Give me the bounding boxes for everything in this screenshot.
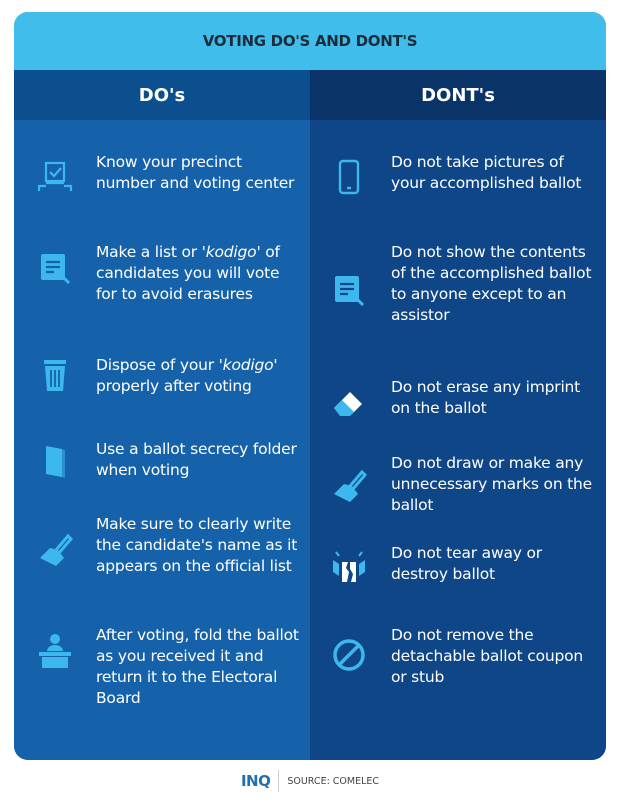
dont-item (391, 377, 596, 419)
do-item (96, 152, 301, 194)
smartphone-icon (330, 158, 368, 196)
document-show-icon (330, 272, 368, 310)
trash-bin-icon (36, 356, 74, 394)
item-text: Know your precinct number and voting center (96, 153, 295, 192)
do-item (96, 514, 301, 577)
do-item (96, 439, 301, 481)
item-text: Do not erase any imprint on the ballot (391, 378, 581, 417)
infographic-title: VOTING DO'S AND DONT'S (202, 32, 418, 50)
dont-item (391, 625, 596, 688)
dos-header: DO's (14, 70, 310, 120)
hand-writing-icon (330, 468, 368, 506)
dont-item (391, 152, 596, 194)
dont-item (391, 543, 596, 585)
footer-divider (278, 770, 279, 792)
source-text: SOURCE: COMELEC (287, 775, 380, 787)
eraser-icon (330, 382, 368, 420)
item-text: Do not show the contents of the accomplished ballot to anyone except to an assistor (391, 243, 592, 324)
do-item (96, 625, 301, 709)
item-text: Dispose of your (96, 356, 219, 374)
hand-writing-icon (36, 532, 74, 570)
item-text-italic: 'kodigo' (218, 356, 278, 374)
dont-item (391, 242, 596, 326)
item-text: Do not draw or make any unnecessary marks on the ballot (391, 454, 593, 514)
item-text: After voting, fold the ballot as you received it and return it to the Electoral Board (96, 626, 299, 707)
item-text: Do not take pictures of your accomplished ballot (391, 153, 582, 192)
inq-logo: INQ (240, 772, 271, 790)
item-text-italic: 'kodigo' (201, 243, 261, 261)
precinct-ballot-box-icon (36, 159, 74, 197)
tear-paper-icon (330, 548, 368, 586)
secrecy-folder-icon (36, 442, 74, 480)
list-document-icon (36, 250, 74, 288)
prohibited-icon (330, 636, 368, 674)
infographic-card (14, 12, 606, 760)
item-text: properly after voting (96, 377, 252, 395)
footer (0, 770, 620, 792)
title-bar (14, 12, 606, 70)
electoral-board-desk-icon (36, 632, 74, 670)
donts-column (310, 120, 606, 760)
item-text: Make a list or (96, 243, 202, 261)
dos-column (14, 120, 310, 760)
donts-header: DONT's (310, 70, 606, 120)
item-text: Make sure to clearly write the candidate's name as it appears on the official list (96, 515, 298, 575)
item-text: of candidates you will vote for to avoid erasures (96, 243, 280, 303)
do-item (96, 242, 301, 305)
item-text: Do not remove the detachable ballot coupon or stub (391, 626, 584, 686)
dont-item (391, 453, 596, 516)
item-text: Do not tear away or destroy ballot (391, 544, 542, 583)
do-item (96, 355, 301, 397)
item-text: Use a ballot secrecy folder when voting (96, 440, 297, 479)
